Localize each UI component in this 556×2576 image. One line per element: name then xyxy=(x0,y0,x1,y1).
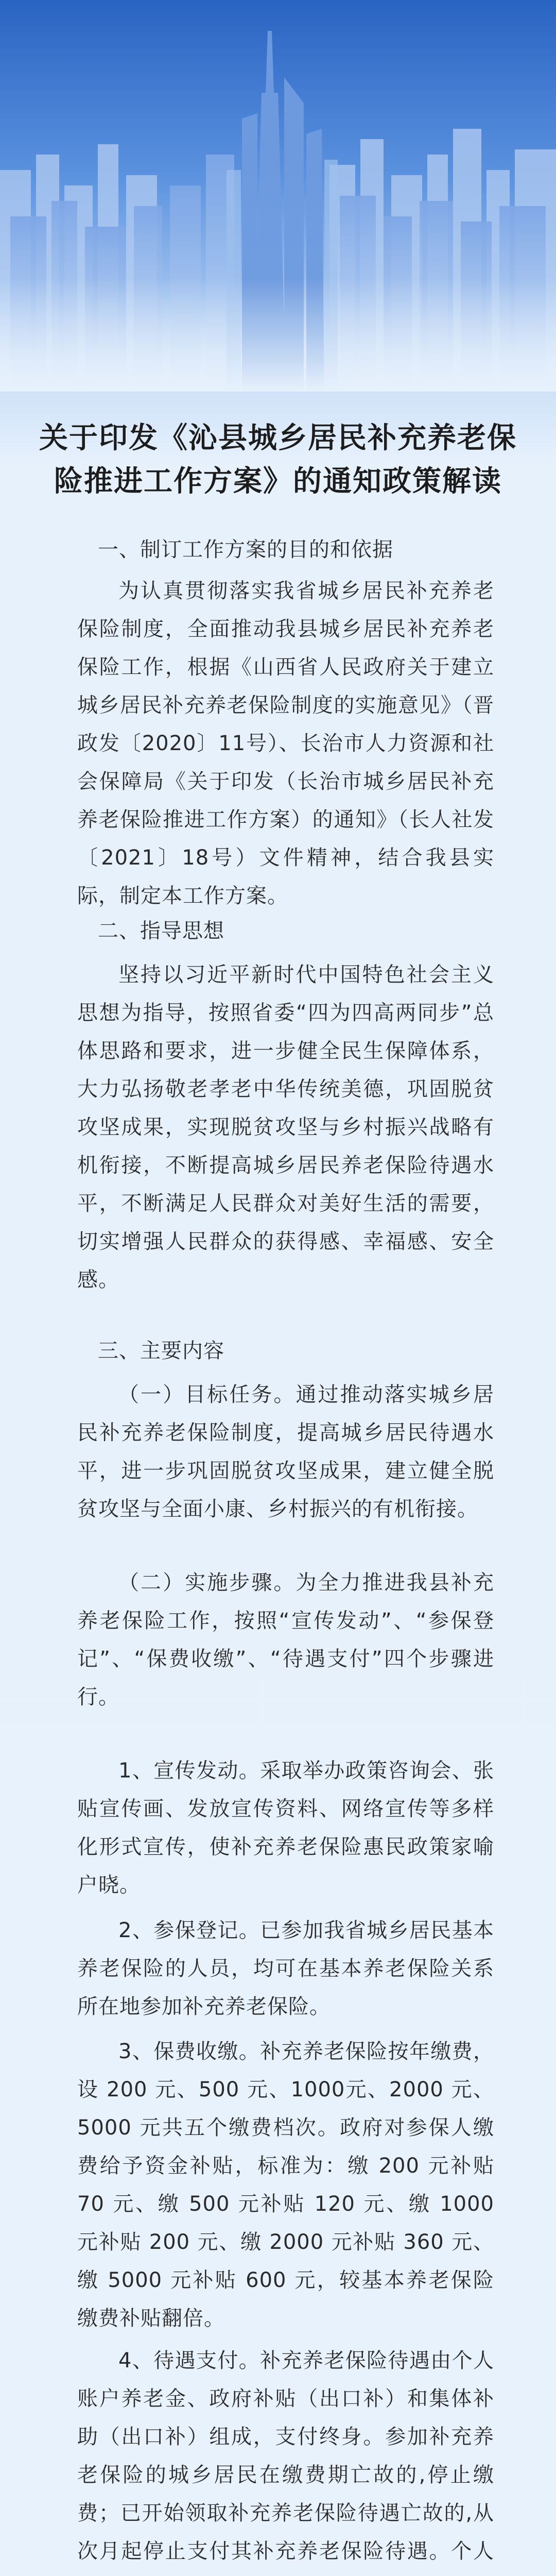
section-paragraph: 坚持以习近平新时代中国特色社会主义思想为指导，按照省委“四为四高两同步”总体思路和要求，进一步健全民生保障体系，大力弘扬敬老孝老中华传统美德，巩固脱贫攻坚成果，实现脱贫攻坚与乡村振兴战略有机衔接，不断提高城乡居民养老保险待遇水平，不断满足人民群众对美好生活的需要，切实增强人民群众的获得感、幸福感、安全感。 xyxy=(77,963,494,1292)
page-title: 关于印发《沁县城乡居民补充养老保险推进工作方案》的通知政策解读 xyxy=(39,421,517,498)
section-paragraph: 为认真贯彻落实我省城乡居民补充养老保险制度，全面推动我县城乡居民补充养老保险工作，根据《山西省人民政府关于建立城乡居民补充养老保险制度的实施意见》（晋政发〔2020〕11号）、长治市人力资源和社会保障局《关于印发（长治市城乡居民补充养老保险推进工作方案）的通知》（长人社发〔2021〕18号）文件精神，结合我县实际，制定本工作方案。 xyxy=(77,579,494,908)
section-paragraph: 4、待遇支付。补充养老保险待遇由个人账户养老金、政府补贴（出口补）和集体补助（出口补）组成，支付终身。参加补充养老保险的城乡居民在缴费期亡故的,停止缴费；已开始领取补充养老保险待遇亡故的,从次月起停止支付其补充养老保险待遇。个人 xyxy=(77,2349,494,2563)
section-paragraph: 2、参保登记。已参加我省城乡居民基本养老保险的人员，均可在基本养老保险关系所在地参加补充养老保险。 xyxy=(77,1919,494,2019)
section-paragraph: （一）目标任务。通过推动落实城乡居民补充养老保险制度，提高城乡居民待遇水平，进一步巩固脱贫攻坚成果，建立健全脱贫攻坚与全面小康、乡村振兴的有机衔接。 xyxy=(77,1383,494,1521)
section-paragraph: 1、宣传发动。采取举办政策咨询会、张贴宣传画、发放宣传资料、网络宣传等多样化形式宣传，使补充养老保险惠民政策家喻户晓。 xyxy=(77,1759,494,1897)
section-heading: 三、主要内容 xyxy=(98,1339,224,1363)
section-paragraph: 3、保费收缴。补充养老保险按年缴费，设 200 元、500 元、1000元、2000 元、5000 元共五个缴费档次。政府对参保人缴费给予资金补贴，标准为：缴 200 元补贴 70 元、缴 500 元补贴 120 元、缴 1000 元补贴 200 元、缴 2000 元补贴 360 元、缴 5000 元补贴 600 元，较基本养老保险缴费补贴翻倍。 xyxy=(77,2040,494,2330)
section-heading: 二、指导思想 xyxy=(98,919,224,943)
section-paragraph: （二）实施步骤。为全力推进我县补充养老保险工作，按照“宣传发动”、“参保登记”、“保费收缴”、“待遇支付”四个步骤进行。 xyxy=(77,1571,494,1709)
section-heading: 一、制订工作方案的目的和依据 xyxy=(98,538,393,562)
header-banner-skyline xyxy=(0,0,556,392)
